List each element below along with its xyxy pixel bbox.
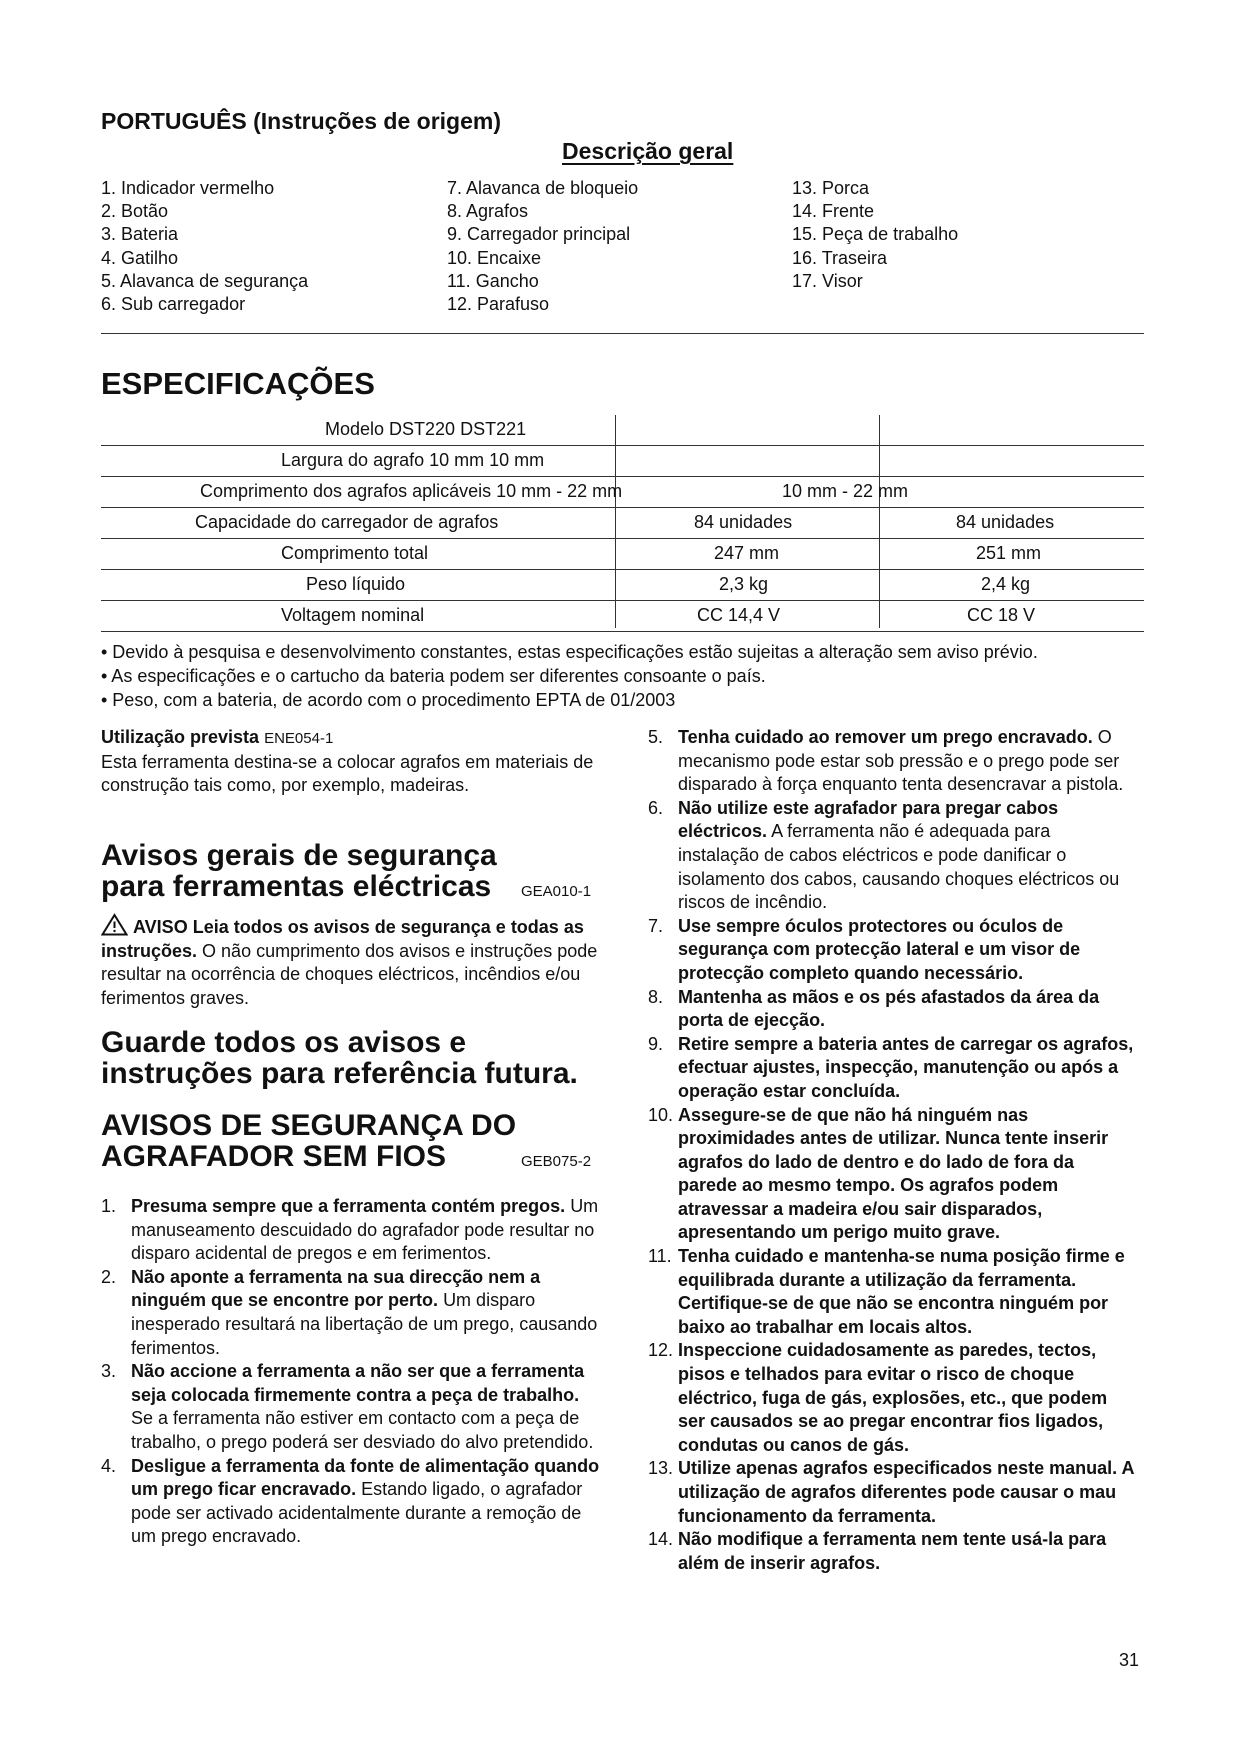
list-item-bold: Tenha cuidado ao remover um prego encravado. xyxy=(678,727,1093,747)
list-item-bold: Assegure-se de que não há ninguém nas proximidades antes de utilizar. Nunca tente inserir agrafos do lado de dentro e do lado de fora da parede ao mesmo tempo. Os agrafos podem atravessar a madeira e/ou sair disparados, apresentando um perigo muito grave. xyxy=(678,1104,1109,1243)
section-title-language: PORTUGUÊS (Instruções de origem) xyxy=(101,108,502,134)
part-item: 4. Gatilho xyxy=(101,247,179,268)
spec-label: Peso líquido xyxy=(306,574,406,594)
spec-value-a: 247 mm xyxy=(714,543,780,563)
list-item xyxy=(648,1457,1136,1528)
list-item-bold: Desligue a ferramenta da fonte de alimentação quando um prego ficar encravado. xyxy=(131,1455,600,1500)
list-number: 8. xyxy=(648,986,664,1007)
part-item: 5. Alavanca de segurança xyxy=(101,270,309,291)
page-number: 31 xyxy=(1119,1650,1140,1670)
spec-note: • As especificações e o cartucho da bateria podem ser diferentes consoante o país. xyxy=(101,666,766,686)
spec-value-a: 84 unidades xyxy=(694,512,793,532)
list-item xyxy=(648,1528,1136,1575)
list-item-text: A ferramenta não é adequada para instalação de cabos eléctricos e pode danificar o isolamento dos cabos, causando choques eléctricos ou riscos de incêndio. xyxy=(678,821,1120,913)
part-item: 12. Parafuso xyxy=(447,294,550,315)
stapler-warnings-list-right xyxy=(648,726,1136,1575)
list-item xyxy=(648,1339,1136,1457)
list-item xyxy=(648,986,1136,1033)
part-item: 16. Traseira xyxy=(792,247,888,268)
list-number: 7. xyxy=(648,915,664,936)
parts-list-col2 xyxy=(447,177,777,316)
list-item-text: Estando ligado, o agrafador pode ser activado acidentalmente durante a remoção de um prego encravado. xyxy=(131,1479,583,1547)
intended-use-title: Utilização prevista xyxy=(101,727,260,747)
list-item-bold: Não accione a ferramenta a não ser que a ferramenta seja colocada firmemente contra a peça de trabalho. xyxy=(131,1361,585,1405)
list-item-text: Um manuseamento descuidado do agrafador pode resultar no disparo acidental de pregos e em ferimentos. xyxy=(131,1196,599,1264)
part-item: 1. Indicador vermelho xyxy=(101,178,275,198)
part-item: 6. Sub carregador xyxy=(101,294,246,315)
spec-value-a: 10 mm - 22 mm xyxy=(782,481,909,501)
specs-title: ESPECIFICAÇÕES xyxy=(101,366,375,401)
list-item xyxy=(101,1455,601,1549)
part-item: 11. Gancho xyxy=(447,270,539,291)
spec-value-b: CC 18 V xyxy=(967,605,1036,625)
table-row xyxy=(101,415,1144,446)
spec-label: Capacidade do carregador de agrafos xyxy=(195,512,499,532)
warning-bold-text: AVISO Leia todos os avisos de segurança e todas as instruções. xyxy=(101,917,584,961)
spec-label: Comprimento dos agrafos aplicáveis 10 mm - 22 mm xyxy=(200,481,623,501)
spec-value-b: 251 mm xyxy=(976,543,1042,563)
intended-use-text: Esta ferramenta destina-se a colocar agrafos em materiais de construção tais como, por exemplo, madeiras. xyxy=(101,751,594,796)
divider xyxy=(101,333,1144,334)
list-item xyxy=(648,1104,1136,1246)
list-item-bold: Use sempre óculos protectores ou óculos de segurança com protecção lateral e um visor de protecção completo quando necessário. xyxy=(678,915,1081,983)
list-item-bold: Inspeccione cuidadosamente as paredes, tectos, pisos e telhados para evitar o risco de choque eléctrico, fuga de gás, explosões, etc., que podem ser causados se ao pregar encontrar fios ligados, condutas ou canos de gás. xyxy=(678,1340,1108,1455)
part-item: 7. Alavanca de bloqueio xyxy=(447,178,639,198)
general-warnings-code: GEA010-1 xyxy=(521,883,592,900)
warning-text: O não cumprimento dos avisos e instruções pode resultar na ocorrência de choques eléctricos, incêndios e/ou ferimentos graves. xyxy=(101,940,598,1008)
description-title: Descrição geral xyxy=(562,138,734,164)
list-item xyxy=(648,797,1136,915)
table-row xyxy=(101,508,1144,539)
list-item-bold: Não utilize este agrafador para pregar cabos eléctricos. xyxy=(678,797,1059,842)
list-item-bold: Não modifique a ferramenta nem tente usá-la para além de inserir agrafos. xyxy=(678,1529,1107,1573)
spec-notes xyxy=(101,640,1038,712)
spec-label: Largura do agrafo 10 mm 10 mm xyxy=(281,450,545,470)
list-number: 10. xyxy=(648,1104,674,1125)
part-item: 15. Peça de trabalho xyxy=(792,224,959,245)
spec-value-a: CC 14,4 V xyxy=(697,605,781,625)
part-item: 17. Visor xyxy=(792,270,863,291)
part-item: 9. Carregador principal xyxy=(447,224,631,245)
list-number: 9. xyxy=(648,1033,664,1054)
spec-label: Modelo DST220 DST221 xyxy=(325,419,527,439)
list-number: 14. xyxy=(648,1529,674,1550)
part-item: 3. Bateria xyxy=(101,224,179,245)
list-item-bold: Presuma sempre que a ferramenta contém pregos. xyxy=(131,1196,566,1216)
keep-instructions-title: Guarde todos os avisos e instruções para referência futura. xyxy=(101,1026,578,1090)
spec-note: • Peso, com a bateria, de acordo com o procedimento EPTA de 01/2003 xyxy=(101,690,676,710)
list-number: 5. xyxy=(648,727,664,747)
table-row xyxy=(101,570,1144,601)
list-item xyxy=(648,915,1136,986)
list-item xyxy=(648,726,1136,797)
list-item-text: Um disparo inesperado resultará na libertação de um prego, causando ferimentos. xyxy=(131,1290,598,1358)
list-item-bold: Mantenha as mãos e os pés afastados da área da porta de ejecção. xyxy=(678,986,1100,1031)
list-item xyxy=(101,1195,601,1266)
list-item-bold: Não aponte a ferramenta na sua direcção nem a ninguém que se encontre por perto. xyxy=(131,1266,541,1311)
part-item: 13. Porca xyxy=(792,178,870,198)
warning-triangle-icon xyxy=(101,917,128,937)
stapler-warnings-list-left xyxy=(101,1195,601,1549)
list-item-bold: Retire sempre a bateria antes de carregar os agrafos, efectuar ajustes, inspecção, manutenção ou após a operação estar concluída. xyxy=(678,1033,1134,1101)
general-warnings-title: Avisos gerais de segurança para ferramentas eléctricas xyxy=(101,839,497,903)
list-item-text: Se a ferramenta não estiver em contacto com a peça de trabalho, o prego poderá ser desviado do alvo pretendido. xyxy=(131,1408,594,1452)
table-row xyxy=(101,601,1144,632)
part-item: 2. Botão xyxy=(101,201,169,222)
list-item xyxy=(101,1266,601,1360)
list-number: 12. xyxy=(648,1340,674,1361)
general-warning-block xyxy=(101,913,601,1010)
spec-value-a: 2,3 kg xyxy=(719,574,769,594)
spec-label: Voltagem nominal xyxy=(281,605,425,625)
list-number: 4. xyxy=(101,1455,117,1476)
list-number: 11. xyxy=(648,1246,672,1267)
stapler-warnings-code: GEB075-2 xyxy=(521,1153,592,1170)
specs-table xyxy=(101,415,1144,632)
list-number: 2. xyxy=(101,1266,117,1287)
spec-value-b: 84 unidades xyxy=(956,512,1055,532)
stapler-warnings-title: AVISOS DE SEGURANÇA DO AGRAFADOR SEM FIOS xyxy=(101,1109,517,1173)
list-number: 3. xyxy=(101,1361,117,1382)
list-item-bold: Utilize apenas agrafos especificados neste manual. A utilização de agrafos diferentes pode causar o mau funcionamento da ferramenta. xyxy=(678,1458,1134,1526)
spec-value-b: 2,4 kg xyxy=(981,574,1031,594)
list-number: 1. xyxy=(101,1196,117,1216)
table-row xyxy=(101,539,1144,570)
parts-list-col3 xyxy=(792,177,1122,293)
part-item: 8. Agrafos xyxy=(447,201,529,222)
table-row xyxy=(101,446,1144,477)
part-item: 14. Frente xyxy=(792,201,875,222)
general-warnings-heading xyxy=(101,840,601,902)
intended-use-code: ENE054-1 xyxy=(264,730,334,747)
stapler-warnings-heading xyxy=(101,1110,601,1172)
list-item xyxy=(648,1033,1136,1104)
parts-list-col1 xyxy=(101,177,431,316)
list-item-bold: Tenha cuidado e mantenha-se numa posição firme e equilibrada durante a utilização da ferramenta. Certifique-se de que não se encontra ninguém por baixo ao trabalhar em locais altos. xyxy=(678,1246,1125,1337)
spec-label: Comprimento total xyxy=(281,543,429,563)
list-item xyxy=(101,1360,601,1454)
list-number: 13. xyxy=(648,1458,674,1479)
table-row xyxy=(101,477,1144,508)
list-item-text: O mecanismo pode estar sob pressão e o prego pode ser disparado à força enquanto tenta desencravar a pistola. xyxy=(678,727,1124,795)
list-number: 6. xyxy=(648,797,664,818)
spec-note: • Devido à pesquisa e desenvolvimento constantes, estas especificações estão sujeitas a alteração sem aviso prévio. xyxy=(101,642,1038,662)
part-item: 10. Encaixe xyxy=(447,247,542,268)
list-item xyxy=(648,1245,1136,1339)
intended-use xyxy=(101,726,601,798)
